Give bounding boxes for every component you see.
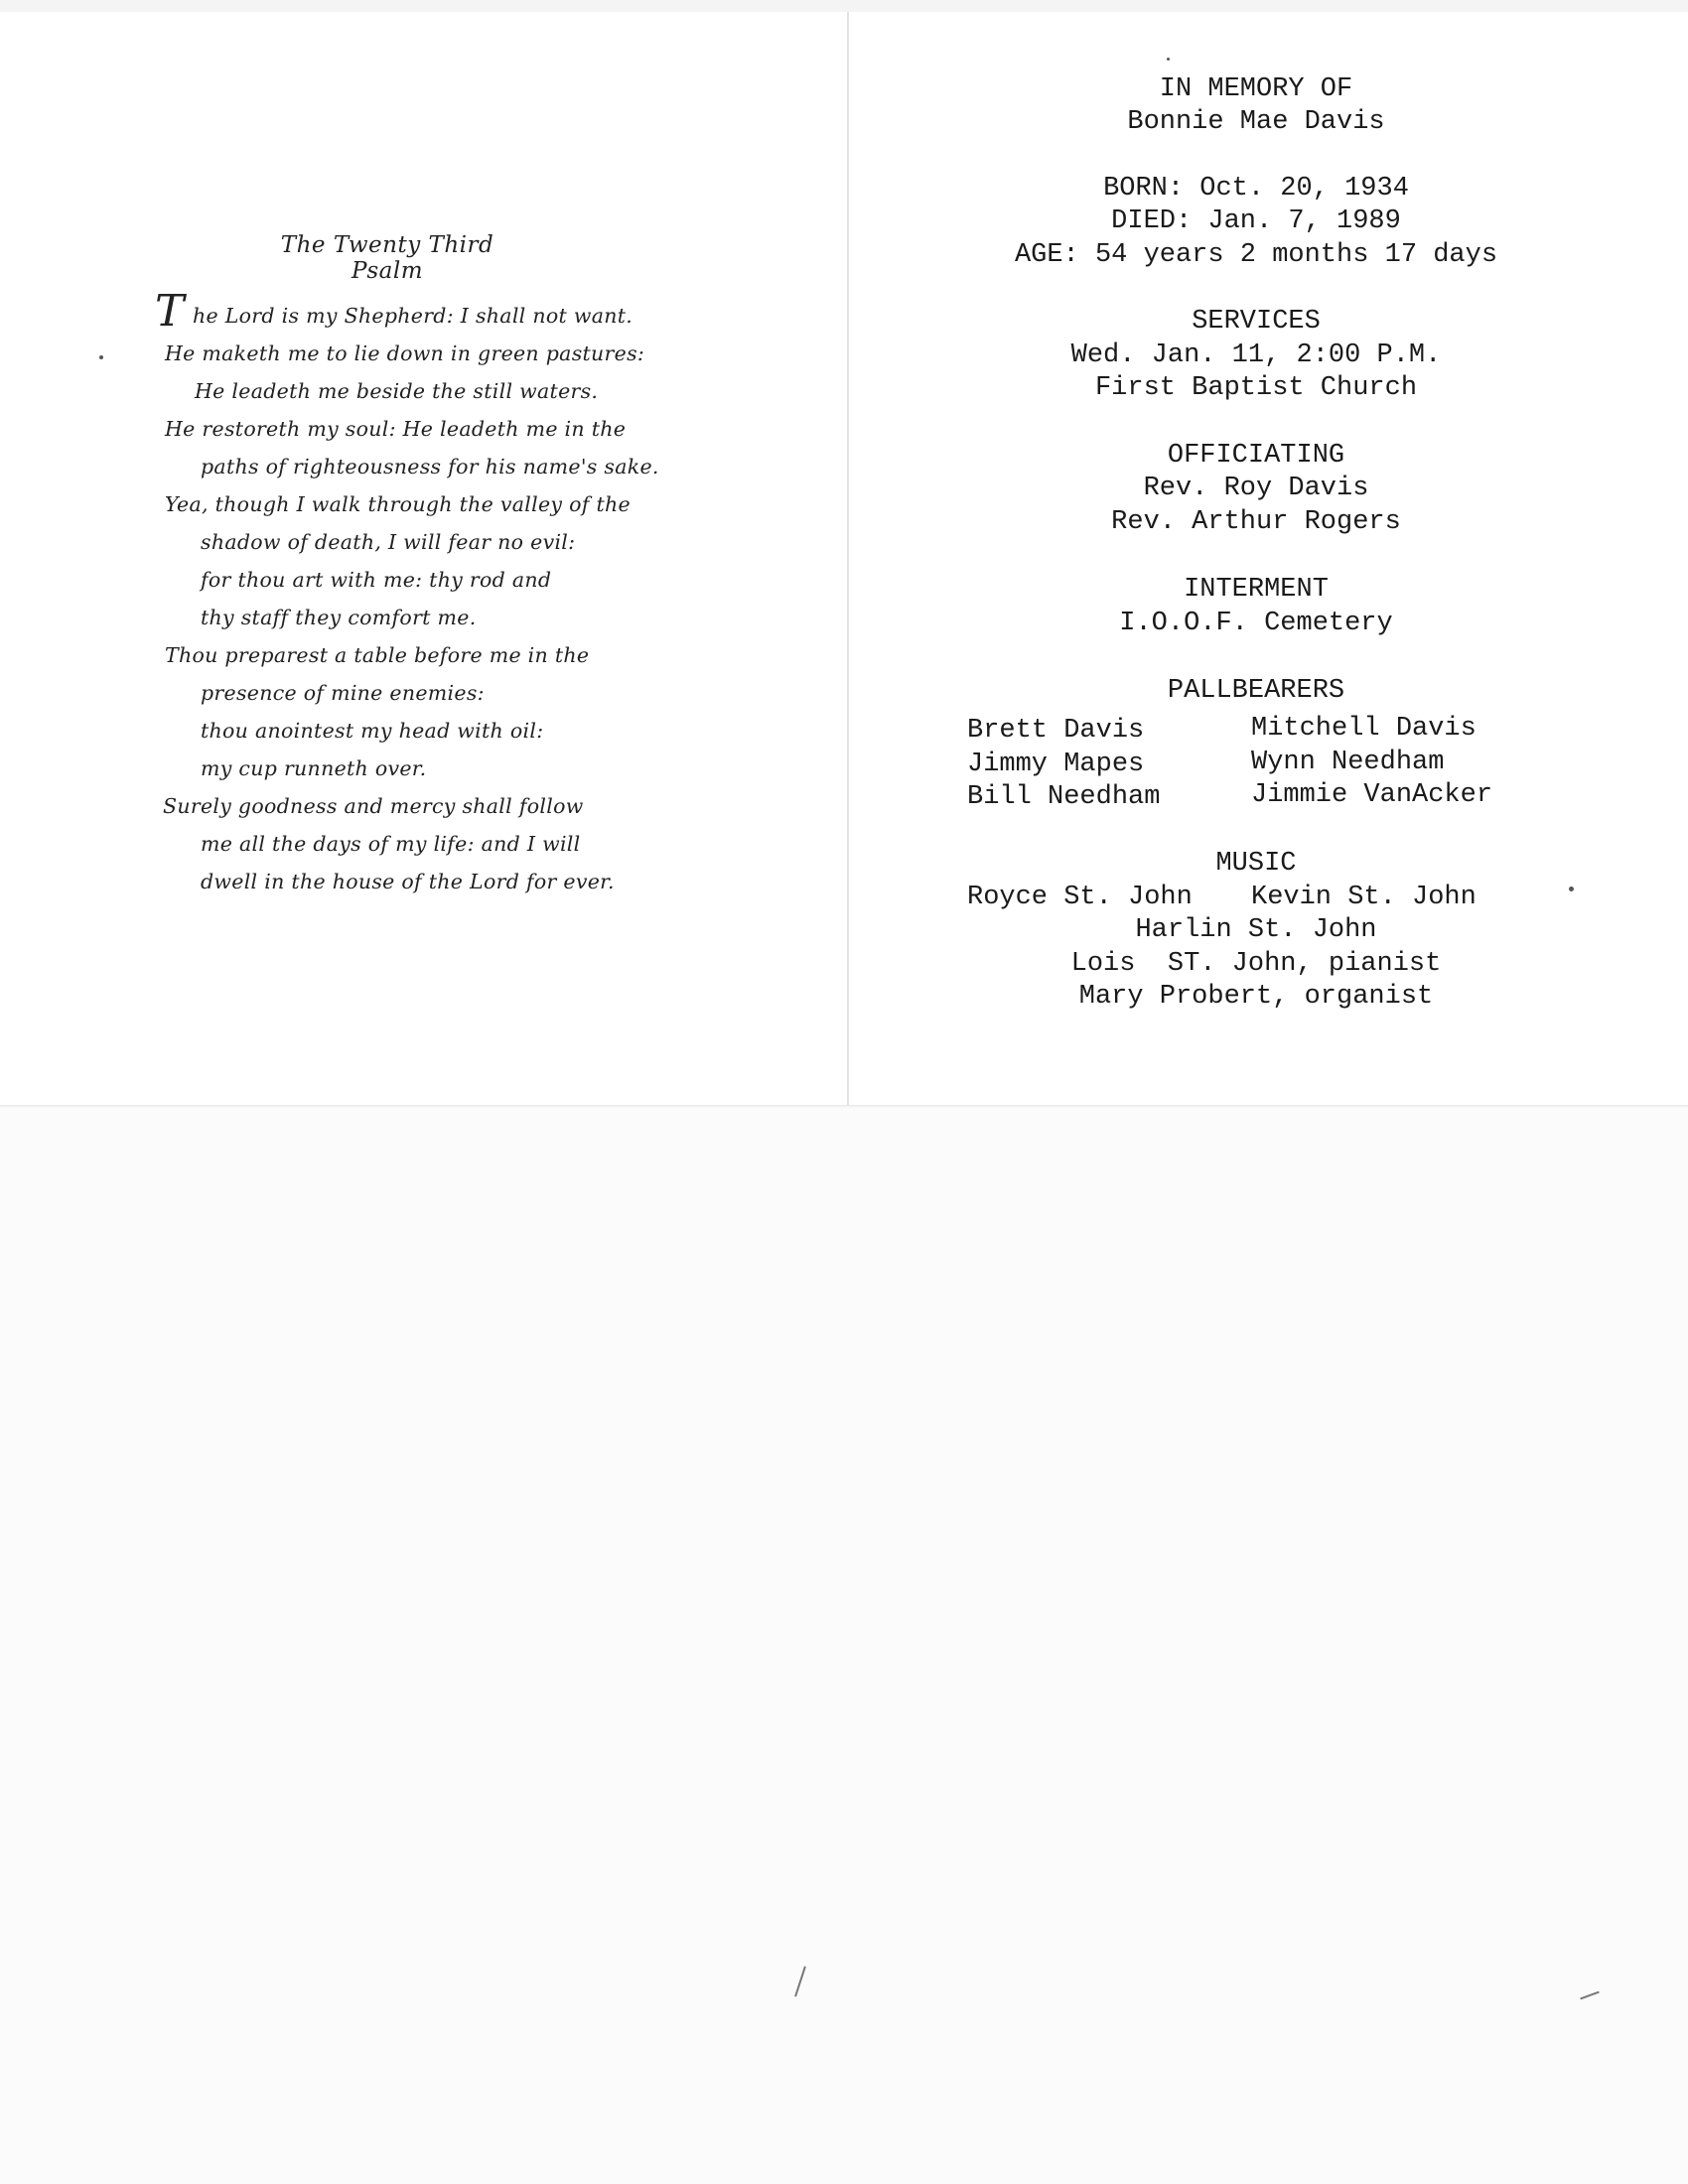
pallbearers-heading: PALLBEARERS xyxy=(1167,676,1345,706)
pianist: Lois ST. John, pianist xyxy=(1070,949,1442,979)
scan-scratch xyxy=(1580,1991,1599,2000)
psalm-line: paths of righteousness for his name's sake. xyxy=(201,455,659,478)
deceased-name: Bonnie Mae Davis xyxy=(1127,107,1385,137)
psalm-title: The Twenty Third Psalm xyxy=(280,232,494,284)
died-date: DIED: Jan. 7, 1989 xyxy=(1111,206,1401,236)
interment-place: I.O.O.F. Cemetery xyxy=(1119,609,1393,638)
psalm-line: dwell in the house of the Lord for ever. xyxy=(201,870,615,893)
psalm-line: presence of mine enemies: xyxy=(201,681,485,705)
musician: Harlin St. John xyxy=(1135,915,1377,945)
psalm-line: Surely goodness and mercy shall follow xyxy=(163,794,584,818)
scan-speck xyxy=(1167,58,1170,61)
psalm-line: He maketh me to lie down in green pastures: xyxy=(165,341,645,365)
psalm-line: my cup runneth over. xyxy=(201,756,427,780)
musician: Royce St. John xyxy=(967,883,1193,912)
officiant: Rev. Arthur Rogers xyxy=(1111,507,1401,537)
psalm-line: Thou preparest a table before me in the xyxy=(165,643,590,667)
pallbearer: Bill Needham xyxy=(967,782,1161,812)
officiant: Rev. Roy Davis xyxy=(1143,474,1369,503)
memorial-heading: IN MEMORY OF xyxy=(1159,74,1353,104)
sheet-bottom-edge xyxy=(0,1105,1688,1108)
scan-speck xyxy=(99,355,103,359)
pallbearer: Jimmy Mapes xyxy=(967,750,1145,779)
pallbearer: Brett Davis xyxy=(967,716,1145,746)
pallbearer: Wynn Needham xyxy=(1251,748,1445,777)
psalm-line: thou anointest my head with oil: xyxy=(201,719,544,743)
age-text: AGE: 54 years 2 months 17 days xyxy=(1014,240,1498,270)
music-heading: MUSIC xyxy=(1215,849,1297,879)
pallbearer: Mitchell Davis xyxy=(1251,714,1477,744)
scan-scratch xyxy=(794,1966,806,1996)
interment-heading: INTERMENT xyxy=(1184,575,1329,605)
born-date: BORN: Oct. 20, 1934 xyxy=(1103,174,1409,204)
services-heading: SERVICES xyxy=(1192,307,1321,337)
psalm-line: me all the days of my life: and I will xyxy=(201,832,581,856)
officiating-heading: OFFICIATING xyxy=(1167,441,1345,471)
psalm-line: shadow of death, I will fear no evil: xyxy=(201,530,576,554)
psalm-line: he Lord is my Shepherd: I shall not want. xyxy=(193,304,633,328)
organist: Mary Probert, organist xyxy=(1078,982,1434,1012)
psalm-line: Yea, though I walk through the valley of the xyxy=(165,492,631,516)
psalm-line: He restoreth my soul: He leadeth me in the xyxy=(165,417,627,441)
psalm-line: He leadeth me beside the still waters. xyxy=(195,379,599,403)
pallbearer: Jimmie VanAcker xyxy=(1251,780,1493,810)
services-date: Wed. Jan. 11, 2:00 P.M. xyxy=(1070,341,1442,370)
psalm-line: for thou art with me: thy rod and xyxy=(201,568,552,592)
center-fold xyxy=(847,12,849,1105)
psalm-drop-cap: T xyxy=(155,286,185,337)
psalm-line: thy staff they comfort me. xyxy=(201,606,477,629)
services-place: First Baptist Church xyxy=(1094,373,1418,403)
musician: Kevin St. John xyxy=(1251,883,1477,912)
scan-speck xyxy=(1569,887,1574,891)
